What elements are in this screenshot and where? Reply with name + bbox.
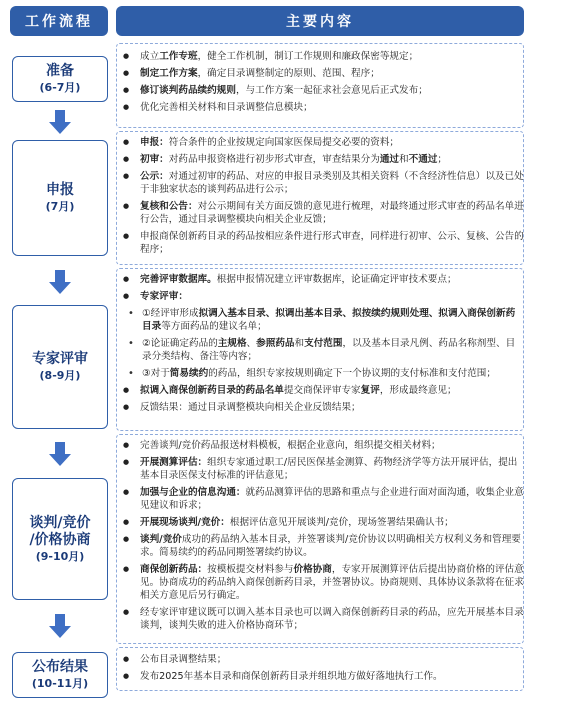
- list-item: ● 商保创新药品：按模板提交材料参与价格协商，专家开展测算评估后提出协商价格的评估意见。协商成功的药品纳入商保创新药目录，并签署协议。协商规则、具体协议条款将在征求相关方意见后另行确定。: [120, 563, 524, 602]
- publish-items: [120, 653, 524, 687]
- list-item: ● 公示：对通过初审的药品、对应的申报目录类别及其相关资料（不含经济性信息）以及已处于非独家状态的谈判药品进行公示；: [120, 170, 524, 196]
- list-item: ● 加强与企业的信息沟通：就药品测算评估的思路和重点与企业进行面对面沟通，收集企业意见建议和诉求；: [120, 486, 524, 512]
- list-item: • ③对于简易续约的药品，组织专家按规则确定下一个协议期的支付标准和支付范围；: [120, 367, 524, 380]
- arrow-down-icon: [49, 614, 71, 638]
- list-item: ● 谈判/竞价成功的药品纳入基本目录，并签署谈判/竞价协议以明确相关方权利义务和管理要求。简易续约的药品同期签署续约协议。: [120, 533, 524, 559]
- list-item: ● 开展现场谈判/竞价：根据评估意见开展谈判/竞价，现场签署结果确认书；: [120, 516, 524, 529]
- stage-expert-review: 专家评审 (8-9月): [12, 305, 108, 429]
- arrow-down-icon: [49, 442, 71, 466]
- prepare-items: [120, 50, 524, 118]
- arrow-down-icon: [49, 270, 71, 294]
- header-main-content: 主要内容: [116, 6, 524, 36]
- list-item: ● 开展测算评估：组织专家通过职工/居民医保基金测算、药物经济学等方法开展评估，提出基本目录医保支付标准的评估意见；: [120, 456, 524, 482]
- header-workflow: 工作流程: [10, 6, 108, 36]
- stage-apply: 申报 (7月): [12, 140, 108, 256]
- list-item: ● 申报：符合条件的企业按规定向国家医保局提交必要的资料；: [120, 136, 524, 149]
- expert-review-items: [120, 273, 524, 418]
- list-item: ● 完善评审数据库。根据申报情况建立评审数据库，论证确定评审技术要点；: [120, 273, 524, 286]
- list-item: ● 经专家评审建议既可以调入基本目录也可以调入商保创新药目录的药品，应先开展基本目录谈判，谈判失败的进入价格协商环节；: [120, 606, 524, 632]
- stage-publish: 公布结果 (10-11月): [12, 652, 108, 698]
- list-item: ● 优化完善相关材料和目录调整信息模块；: [120, 101, 524, 114]
- list-item: ● 成立工作专班，健全工作机制，制订工作规则和廉政保密等规定；: [120, 50, 524, 63]
- list-item: • ②论证确定药品的主规格、参照药品和支付范围，以及基本目录凡例、药品名称剂型、目录分类结构、备注等内容；: [120, 337, 524, 363]
- list-item: ● 反馈结果：通过目录调整模块向相关企业反馈结果；: [120, 401, 524, 414]
- list-item: ● 制定工作方案，确定目录调整制定的原则、范围、程序；: [120, 67, 524, 80]
- stage-prepare: 准备 (6-7月): [12, 56, 108, 102]
- list-item: ● 发布2025年基本目录和商保创新药目录并组织地方做好落地执行工作。: [120, 670, 524, 683]
- list-item: ● 修订谈判药品续约规则，与工作方案一起征求社会意见后正式发布；: [120, 84, 524, 97]
- list-item: ● 拟调入商保创新药目录的药品名单提交商保评审专家复评，形成最终意见；: [120, 384, 524, 397]
- arrow-down-icon: [49, 110, 71, 134]
- list-item: ● 公布目录调整结果；: [120, 653, 524, 666]
- list-item: ● 初审：对药品申报资格进行初步形式审查，审查结果分为通过和不通过；: [120, 153, 524, 166]
- list-item: ● 复核和公告：对公示期间有关方面反馈的意见进行梳理，对最终通过形式审查的药品名单进行公告，通过目录调整模块向相关企业反馈；: [120, 200, 524, 226]
- list-item: ● 专家评审：: [120, 290, 524, 303]
- negotiation-items: [120, 439, 524, 636]
- list-item: ● 完善谈判/竞价药品报送材料模板，根据企业意向，组织提交相关材料；: [120, 439, 524, 452]
- list-item: ● 申报商保创新药目录的药品按相应条件进行形式审查，同样进行初审、公示、复核、公告的程序；: [120, 230, 524, 256]
- stage-negotiation: 谈判/竞价 /价格协商 (9-10月): [12, 478, 108, 600]
- list-item: • ①经评审形成拟调入基本目录、拟调出基本目录、拟按续约规则处理、拟调入商保创新药目录等方面药品的建议名单；: [120, 307, 524, 333]
- apply-items: [120, 136, 524, 260]
